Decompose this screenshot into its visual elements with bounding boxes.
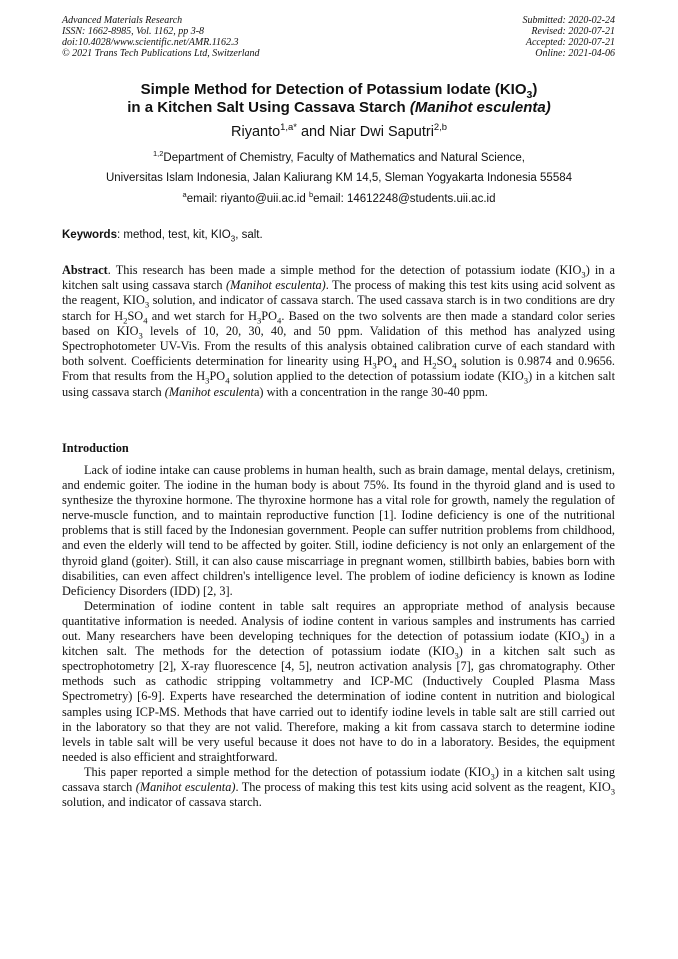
- journal-name: Advanced Materials Research: [62, 15, 183, 26]
- date-submitted: Submitted: 2020-02-24: [522, 15, 615, 26]
- abstract: Abstract. This research has been made a simple method for the detection of potassium iodate $(KIO_3)$ in a kitchen salt using cassava starch (Manihot esculenta). The process of making this test kits using acid solvent as the reagent, $KIO_3$ solution, and indicator of cassava starch. The used cassava starch is in two conditions are dry starch for $H_2SO_4$ and wet starch for $H_3PO_4$. Based on the two solvents are then made a standard color series based on $KIO_3$ levels of 10, 20, 30, 40, and 50 ppm. Validation of this method has analyzed using Spectrophotometer UV-Vis. From the results of this analysis obtained calibration curve of each standard with both solvent. Coefficients determination for linearity using $H_3PO_4$ and $H_2SO_4$ solution is 0.9874 and 0.9656. From that results from the $H_3PO_4$ solution applied to the detection of potassium iodate $(KIO_3)$ in a kitchen salt using cassava starch (Manihot esculenta) with a concentration in the range 30-40 ppm.: [62, 263, 616, 399]
- introduction-heading: Introduction: [62, 441, 129, 455]
- journal-header-left: [62, 15, 260, 59]
- date-accepted: Accepted: 2020-07-21: [525, 37, 615, 48]
- journal-header-right: [523, 15, 616, 59]
- date-revised: Revised: 2020-07-21: [531, 26, 615, 37]
- affiliation-line-2: Universitas Islam Indonesia, Jalan Kaliurang KM 14,5, Sleman Yogyakarta Indonesia 55584: [105, 172, 573, 184]
- journal-doi: doi:10.4028/www.scientific.net/AMR.1162.3: [62, 37, 239, 48]
- date-online: Online: 2021-04-06: [535, 48, 615, 59]
- journal-issn: ISSN: 1662-8985, Vol. 1162, pp 3-8: [62, 26, 205, 37]
- author-1: Riyanto: [231, 124, 281, 140]
- journal-copyright: © 2021 Trans Tech Publications Ltd, Switzerland: [62, 48, 260, 59]
- intro-paragraph-1: Lack of iodine intake can cause problems in human health, such as brain damage, mental delays, cretinism, and endemic goiter. The iodine in the human body is about 75%. Its found in the thyroid gland and is used to synthesize the thyroxine hormone. The thyroxine hormone has a vital role for growth, namely the regulation of nerve-muscle function, and to maintain reproductive function [1]. Iodine deficiency is one of the nutritional problems that is still faced by the Indonesian government. People can suffer nutrition problems from childhood, and even the elderly will tend to be affected by goiter. Still, iodine deficiency is not only an enlargement of the thyroid gland (goiter). Still, it can also cause miscarriage in pregnant women, stillbirth babies, babies born with disabilities, can even affect children's intelligence level. The problem of iodine deficiency is known as Iodine Deficiency Disorders (IDD) [2, 3].: [62, 463, 615, 598]
- author-emails: $^a$email: riyanto@uii.ac.id $^b$email: 14612248@students.uii.ac.id: [182, 190, 496, 205]
- author-2: Niar Dwi Saputri: [329, 124, 434, 140]
- author-list: Riyanto$^{1,a*}$ and Niar Dwi Saputri$^{2,b}$: [231, 121, 447, 140]
- paper-title: Simple Method for Detection of Potassium Iodate $(KIO_3)$ in a Kitchen Salt Using Cassava Starch (Manihot esculenta): [127, 81, 551, 116]
- keywords: Keywords: method, test, kit, $KIO_3$, salt.: [62, 229, 263, 244]
- intro-paragraph-3: This paper reported a simple method for the detection of potassium iodate $(KIO_3)$ in a kitchen salt using cassava starch (Manihot esculenta). The process of making this test kits using acid solvent as the reagent, $KIO_3$ solution, and indicator of cassava starch.: [62, 764, 616, 810]
- intro-paragraph-2: Determination of iodine content in table salt requires an appropriate method of analysis because quantitative information is needed. Analysis of iodine content in various samples and instruments has carried out. Many researchers have been developing techniques for the detection of potassium iodate $(KIO_3)$ in a kitchen salt. The methods for the detection of potassium iodate $(KIO_3)$ in a kitchen salt such as spectrophotometry [2], X-ray fluorescence [4, 5], neutron activation analysis [7], gas chromatography. Other methods such as cathodic stripping voltammetry and ICP-MC (Inductively Coupled Plasma Mass Spectrometry) [6-9]. Experts have researched the determination of iodine content in nutrition and biological samples using ICP-MS. Methods that have carried out to identify iodine levels in table salt are still carried out in the laboratory so that they are not valid. Therefore, making a kit from cassava starch to determine iodine levels in table salt will be very useful because it does not have to do in a laboratory. Besides, the equipment needed is also efficient and straightforward.: [62, 598, 615, 764]
- affiliation-line-1: $^{1,2}$Department of Chemistry, Faculty of Mathematics and Natural Science,: [153, 149, 525, 164]
- introduction-body: [62, 463, 615, 810]
